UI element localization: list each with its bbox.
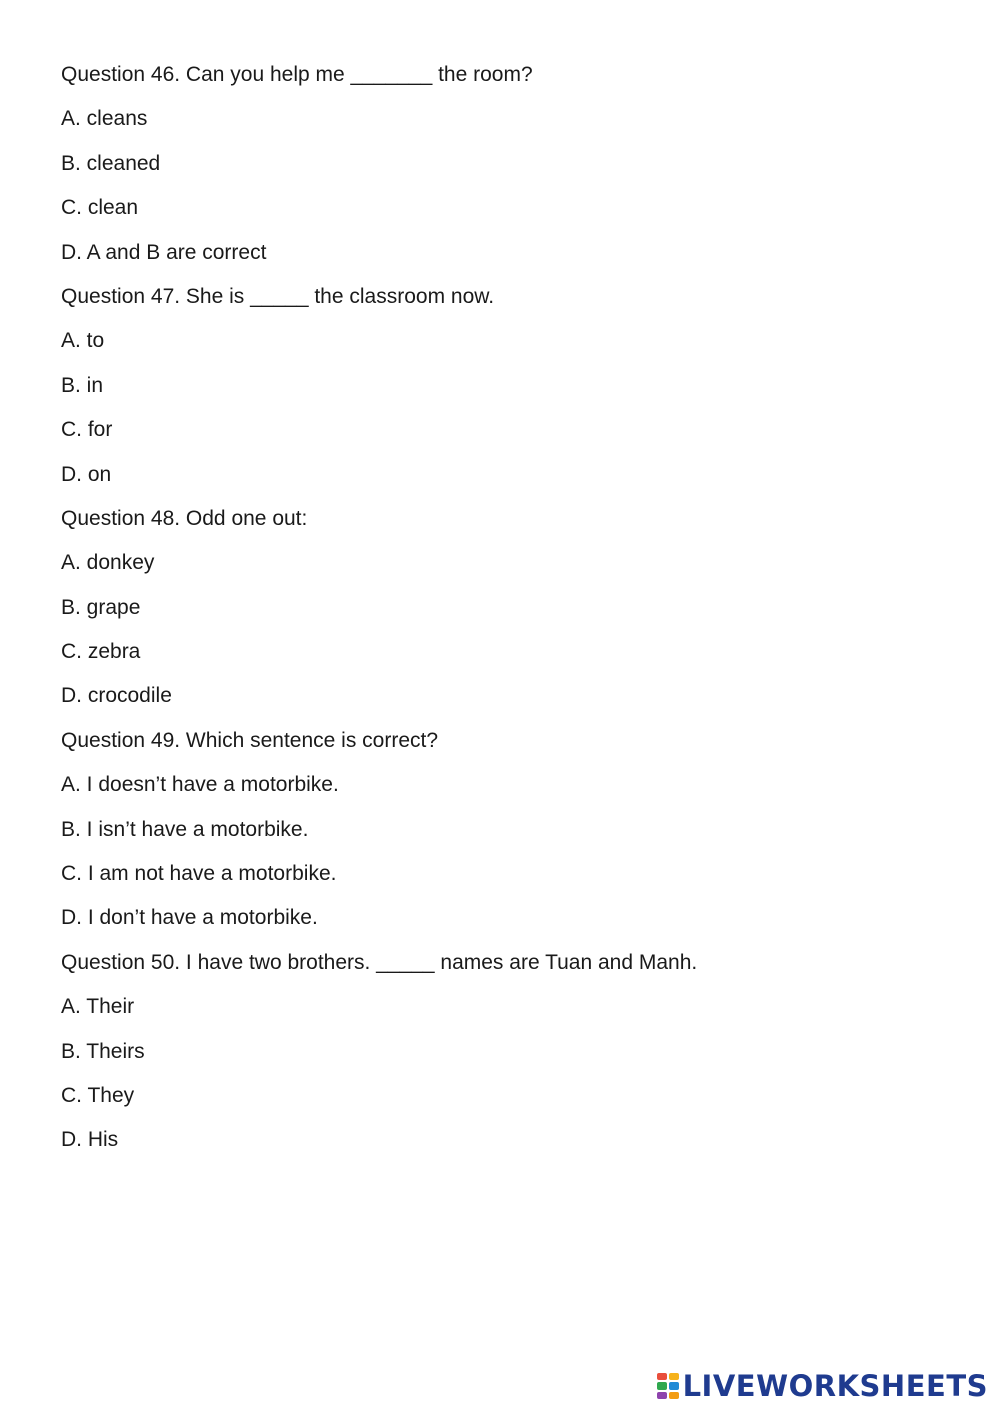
question-46-option-a: A. cleans	[61, 107, 148, 131]
question-49-option-c: C. I am not have a motorbike.	[61, 862, 337, 886]
question-48-option-c: C. zebra	[61, 640, 141, 664]
question-46-option-d: D. A and B are correct	[61, 240, 267, 264]
liveworksheets-logo	[657, 1366, 988, 1406]
logo-mark-block	[657, 1392, 667, 1399]
question-48-option-d: D. crocodile	[61, 684, 172, 708]
question-47-option-a: A. to	[61, 329, 105, 353]
question-46-option-c: C. clean	[61, 196, 139, 220]
question-49-option-d: D. I don’t have a motorbike.	[61, 906, 318, 930]
question-48-option-a: A. donkey	[61, 551, 155, 575]
logo-mark-block	[669, 1392, 679, 1399]
logo-mark-block	[669, 1382, 679, 1389]
question-47-option-b: B. in	[61, 373, 104, 397]
question-50-option-c: C. They	[61, 1083, 135, 1107]
question-48-prompt: Question 48. Odd one out:	[61, 506, 308, 530]
question-47-option-d: D. on	[61, 462, 112, 486]
question-48-option-b: B. grape	[61, 595, 141, 619]
question-50-prompt: Question 50. I have two brothers. _____ names are Tuan and Manh.	[61, 950, 698, 974]
question-49-option-b: B. I isn’t have a motorbike.	[61, 817, 309, 841]
question-49-prompt: Question 49. Which sentence is correct?	[61, 728, 439, 752]
question-50-option-b: B. Theirs	[61, 1039, 145, 1063]
worksheet	[61, 55, 961, 1165]
question-50-option-d: D. His	[61, 1128, 119, 1152]
question-49-option-a: A. I doesn’t have a motorbike.	[61, 773, 339, 797]
question-46-option-b: B. cleaned	[61, 151, 161, 175]
question-47-prompt: Question 47. She is _____ the classroom now.	[61, 284, 495, 308]
question-46-prompt: Question 46. Can you help me _______ the room?	[61, 63, 533, 86]
liveworksheets-logo-icon	[657, 1373, 679, 1399]
question-47-option-c: C. for	[61, 418, 113, 442]
liveworksheets-logo-text: LIVEWORKSHEETS	[682, 1369, 988, 1403]
logo-mark-block	[669, 1373, 679, 1380]
logo-mark-block	[657, 1382, 667, 1389]
logo-mark-block	[657, 1373, 667, 1380]
question-50-option-a: A. Their	[61, 995, 135, 1019]
